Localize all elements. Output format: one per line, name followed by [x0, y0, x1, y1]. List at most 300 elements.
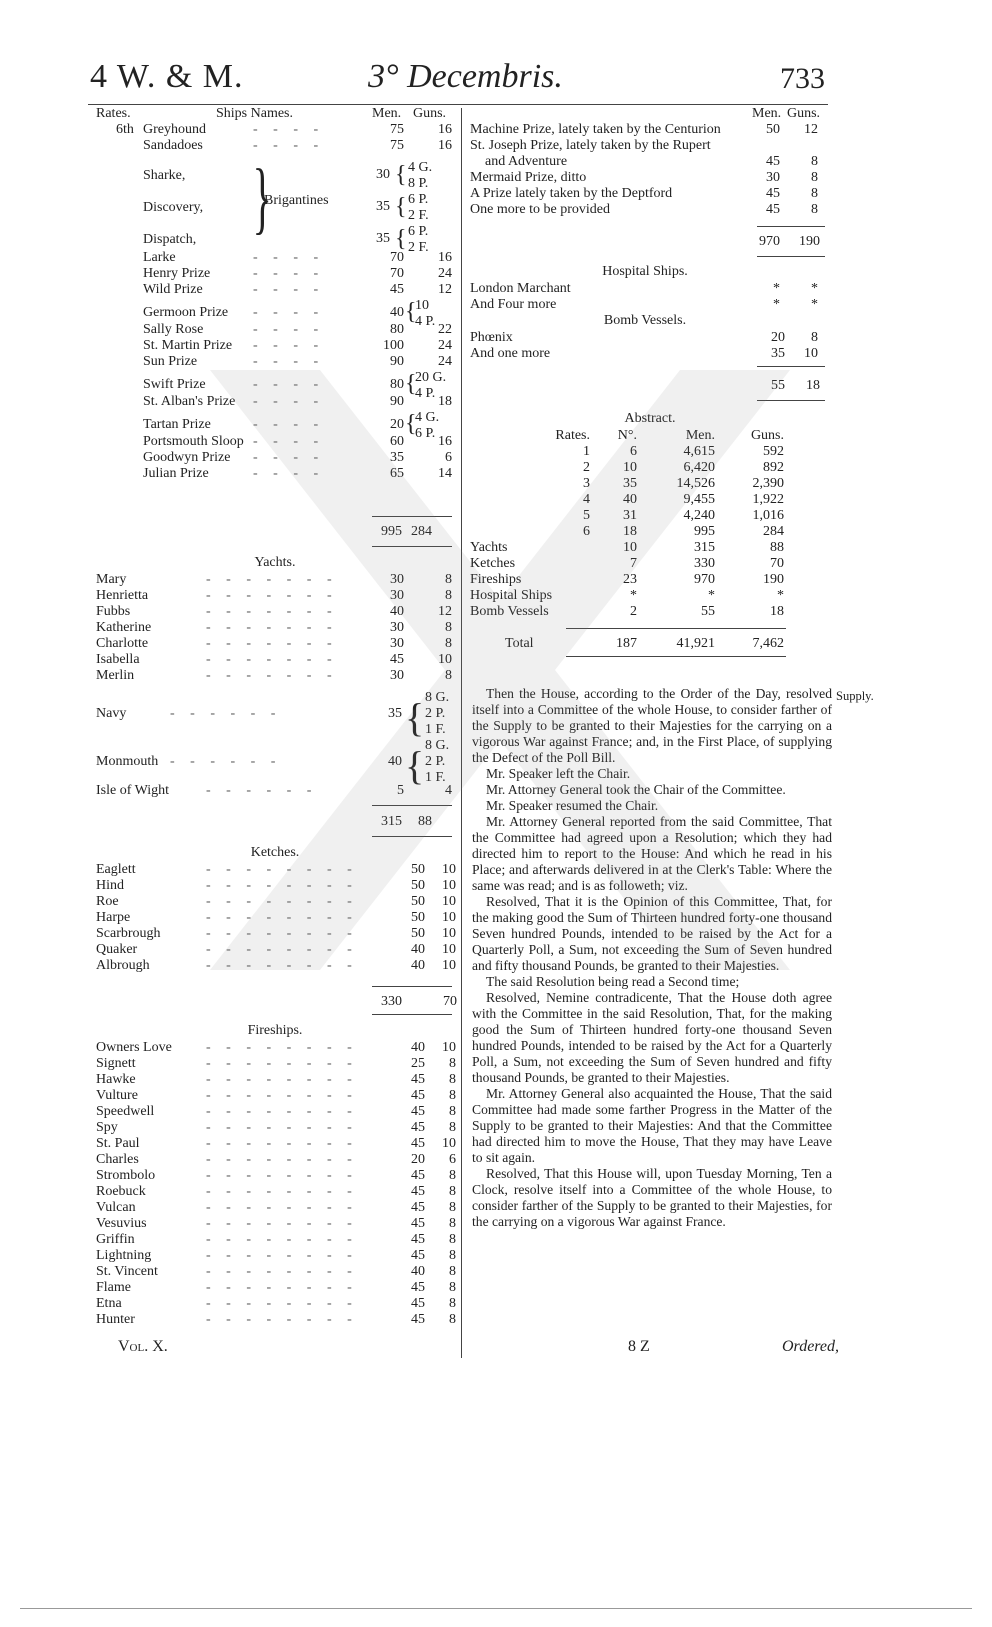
leader-dots: - - - - - - — [206, 783, 318, 798]
ship-name: Discovery, — [143, 200, 204, 215]
group-brace: } — [252, 154, 272, 242]
leader-dots: - - - - - - — [170, 706, 282, 721]
men-count: 30 — [390, 636, 404, 651]
gun-count: 8 — [449, 1088, 456, 1103]
gun-count: 10 — [804, 346, 818, 361]
abstract-cell: 190 — [763, 572, 784, 587]
abstract-header: Men. — [685, 428, 715, 443]
ship-name: London Marchant — [470, 281, 571, 296]
men-count: 50 — [766, 122, 780, 137]
gun-count: 6 P. — [415, 426, 436, 441]
abstract-row-label: Bomb Vessels — [470, 604, 549, 619]
leader-dots: - - - - - - - — [206, 588, 338, 603]
men-count: 50 — [411, 910, 425, 925]
ship-name: Signett — [96, 1056, 136, 1071]
ship-name: Vulture — [96, 1088, 138, 1103]
abstract-cell: 55 — [701, 604, 715, 619]
abstract-cell: * — [630, 588, 637, 603]
abstract-cell: * — [777, 588, 784, 603]
ship-name: Germoon Prize — [143, 305, 229, 320]
ship-name: Isle of Wight — [96, 783, 170, 798]
signature-mark: 8 Z — [628, 1338, 650, 1355]
gun-count: 1 F. — [425, 722, 446, 737]
abstract-title: Abstract. — [624, 411, 676, 426]
abstract-header: N°. — [617, 428, 637, 443]
gun-count: 2 F. — [408, 208, 429, 223]
gun-count: 10 — [438, 652, 452, 667]
ship-name: Owners Love — [96, 1040, 172, 1055]
men-count: 45 — [411, 1232, 425, 1247]
men-count: 90 — [390, 394, 404, 409]
men-count: 45 — [411, 1104, 425, 1119]
brace-glyph: { — [405, 411, 417, 437]
abstract-cell: 35 — [623, 476, 637, 491]
section-title: Hospital Ships. — [602, 264, 688, 279]
men-count: 45 — [411, 1216, 425, 1231]
paragraph: Resolved, That it is the Opinion of this Committee, That, for the making good the Sum of Thirteen hundred forty-one thousand Seven hundred Pounds, intended to be raised by the Act for a Quarterly Poll, a Sum, not exceeding the Sum of Seven hundred and fifty thousand Pounds, be granted to their Majesties. — [472, 894, 832, 973]
leader-dots: - - - - — [253, 377, 325, 392]
gun-count: 12 — [804, 122, 818, 137]
paragraph: The said Resolution being read a Second time; — [486, 974, 740, 989]
men-count: 65 — [390, 466, 404, 481]
abstract-cell: 3 — [583, 476, 590, 491]
leader-dots: - - - - — [253, 434, 325, 449]
abstract-cell: 10 — [623, 540, 637, 555]
men-count: 70 — [390, 250, 404, 265]
men-count: 40 — [390, 305, 404, 320]
leader-dots: - - - - — [253, 322, 325, 337]
leader-dots: - - - - — [253, 466, 325, 481]
gun-count: 6 — [445, 450, 452, 465]
leader-dots: - - - - - - - - — [206, 1136, 358, 1151]
leader-dots: - - - - - - - - — [206, 910, 358, 925]
men-count: 45 — [411, 1120, 425, 1135]
paragraph: Mr. Attorney General took the Chair of the Committee. — [486, 782, 786, 797]
men-count: 40 — [390, 604, 404, 619]
gun-count: 8 — [449, 1296, 456, 1311]
abstract-cell: 6 — [630, 444, 637, 459]
gun-count: 24 — [438, 354, 452, 369]
ship-name: Vulcan — [96, 1200, 136, 1215]
ship-name: Isabella — [96, 652, 140, 667]
abstract-cell: 592 — [763, 444, 784, 459]
gun-count: 10 — [442, 1040, 456, 1055]
gun-count: 4 P. — [415, 386, 436, 401]
abstract-header: Guns. — [750, 428, 784, 443]
leader-dots: - - - - — [253, 338, 325, 353]
ship-name: Merlin — [96, 668, 135, 683]
gun-count: 24 — [438, 266, 452, 281]
leader-dots: - - - - — [253, 394, 325, 409]
abstract-cell: 23 — [623, 572, 637, 587]
abstract-cell: 330 — [694, 556, 715, 571]
leader-dots: - - - - - - - - — [206, 878, 358, 893]
gun-count: 8 — [449, 1168, 456, 1183]
gun-count: 4 G. — [408, 160, 433, 175]
subtotal-guns: 70 — [443, 994, 457, 1009]
paragraph: Mr. Attorney General also acquainted the House, That the said Committee had made some farther Progress in the Matter of the Supply to be granted to their Majesties: And that the Committee had directed him to move the House, That they may have Leave to sit again. — [472, 1086, 832, 1165]
abstract-cell: 10 — [623, 460, 637, 475]
rule — [757, 226, 825, 227]
abstract-cell: 1,922 — [752, 492, 784, 507]
ship-name: Spy — [96, 1120, 118, 1135]
men-count: 40 — [388, 754, 402, 769]
leader-dots: - - - - - - - - — [206, 1040, 358, 1055]
abstract-cell: 7 — [630, 556, 637, 571]
abstract-cell: 4,615 — [683, 444, 715, 459]
gun-count: 6 P. — [408, 192, 429, 207]
gun-count: 12 — [438, 604, 452, 619]
men-count: 45 — [411, 1088, 425, 1103]
ship-name: Hunter — [96, 1312, 135, 1327]
leader-dots: - - - - - - - — [206, 636, 338, 651]
men-count: 35 — [376, 231, 390, 246]
header-rule — [88, 104, 828, 105]
abstract-row-label: Hospital Ships — [470, 588, 553, 603]
ship-name: Roebuck — [96, 1184, 146, 1199]
men-count: 80 — [390, 377, 404, 392]
margin-note: Supply. — [836, 689, 874, 703]
brigantines-label: Brigantines — [264, 193, 329, 208]
men-count: 35 — [376, 199, 390, 214]
paragraph: Resolved, That this House will, upon Tuesday Morning, Ten a Clock, resolve itself into a Committee of the whole House, to consider farther of the Supply to be granted to their Majesties, for the carrying on a vigorous War against France. — [472, 1166, 832, 1229]
ship-name: Goodwyn Prize — [143, 450, 231, 465]
ship-name: Henry Prize — [143, 266, 211, 281]
men-count: 60 — [390, 434, 404, 449]
ship-name: Griffin — [96, 1232, 135, 1247]
brace-glyph: { — [405, 695, 425, 740]
rate-label: 6th — [116, 122, 134, 137]
abstract-cell: 315 — [694, 540, 715, 555]
gun-count: 6 P. — [408, 224, 429, 239]
leader-dots: - - - - — [253, 417, 325, 432]
subtotal-men: 315 — [381, 814, 402, 829]
men-count: * — [773, 297, 780, 312]
leader-dots: - - - - - - - — [206, 652, 338, 667]
gun-count: 1 F. — [425, 770, 446, 785]
col-header-men: Men. — [372, 106, 402, 121]
abstract-row-label: Fireships — [470, 572, 522, 587]
men-count: 40 — [411, 1264, 425, 1279]
ship-name: Navy — [96, 706, 127, 721]
leader-dots: - - - - — [253, 282, 325, 297]
ship-name: Sally Rose — [143, 322, 204, 337]
gun-count: 16 — [438, 250, 452, 265]
abstract-cell: 14,526 — [676, 476, 715, 491]
leader-dots: - - - - - - - - — [206, 1248, 358, 1263]
leader-dots: - - - - — [253, 450, 325, 465]
leader-dots: - - - - - - - - — [206, 1216, 358, 1231]
gun-count: 10 — [442, 894, 456, 909]
men-count: 45 — [411, 1136, 425, 1151]
gun-count: 8 — [445, 636, 452, 651]
subtotal-guns: 284 — [411, 524, 432, 539]
ship-name: One more to be provided — [470, 202, 610, 217]
men-count: 45 — [411, 1280, 425, 1295]
ship-name: And one more — [470, 346, 551, 361]
leader-dots: - - - - - - - - — [206, 894, 358, 909]
gun-count: 6 — [449, 1152, 456, 1167]
abstract-cell: 892 — [763, 460, 784, 475]
section-title: Yachts. — [254, 555, 296, 570]
ship-name: Etna — [96, 1296, 122, 1311]
men-count: 80 — [390, 322, 404, 337]
leader-dots: - - - - - - - - — [206, 942, 358, 957]
bottom-rule — [20, 1608, 972, 1609]
abstract-cell: 18 — [770, 604, 784, 619]
rule — [372, 516, 452, 517]
rule — [757, 256, 825, 257]
men-count: 45 — [766, 202, 780, 217]
leader-dots: - - - - — [253, 354, 325, 369]
abstract-cell: 1 — [583, 444, 590, 459]
gun-count: 8 — [449, 1264, 456, 1279]
ship-name: Portsmouth Sloop — [143, 434, 244, 449]
gun-count: 4 G. — [415, 410, 440, 425]
ship-name: Swift Prize — [143, 377, 206, 392]
abstract-cell: 2 — [583, 460, 590, 475]
leader-dots: - - - - - - - - — [206, 1296, 358, 1311]
gun-count: 2 F. — [408, 240, 429, 255]
abstract-cell: 4 — [583, 492, 590, 507]
men-count: 50 — [411, 926, 425, 941]
gun-count: 16 — [438, 434, 452, 449]
subtotal-guns: 18 — [806, 378, 820, 393]
gun-count: 10 — [442, 926, 456, 941]
ship-name: Quaker — [96, 942, 138, 957]
ship-name: Flame — [96, 1280, 131, 1295]
brace-glyph: { — [395, 162, 407, 188]
col-header-rates: Rates. — [96, 106, 131, 121]
leader-dots: - - - - - - - - — [206, 958, 358, 973]
men-count: 45 — [411, 1248, 425, 1263]
ship-name: Sandadoes — [143, 138, 203, 153]
men-count: 25 — [411, 1056, 425, 1071]
ship-name: Tartan Prize — [143, 417, 211, 432]
running-head-date: 3° Decembris. — [368, 58, 563, 95]
abstract-cell: 6,420 — [683, 460, 715, 475]
ship-name: Phœnix — [470, 330, 513, 345]
gun-count: 8 G. — [425, 738, 450, 753]
rule — [372, 836, 452, 837]
subtotal-guns: 190 — [799, 234, 820, 249]
paragraph: Mr. Speaker left the Chair. — [486, 766, 631, 781]
ship-name: Wild Prize — [143, 282, 203, 297]
leader-dots: - - - - - - - - — [206, 1200, 358, 1215]
leader-dots: - - - - - - - - — [206, 1168, 358, 1183]
abstract-row-label: Yachts — [470, 540, 508, 555]
men-count: * — [773, 281, 780, 296]
ship-name: St. Vincent — [96, 1264, 158, 1279]
abstract-cell: 2 — [630, 604, 637, 619]
leader-dots: - - - - - - — [170, 754, 282, 769]
gun-count: 2 P. — [425, 754, 446, 769]
men-count: 30 — [766, 170, 780, 185]
abstract-cell: 1,016 — [752, 508, 784, 523]
leader-dots: - - - - - - - - — [206, 1104, 358, 1119]
men-count: 45 — [390, 652, 404, 667]
ship-name: Julian Prize — [143, 466, 209, 481]
abstract-total: 7,462 — [752, 636, 784, 651]
gun-count: 8 — [449, 1056, 456, 1071]
gun-count: 8 — [445, 620, 452, 635]
men-count: 45 — [411, 1296, 425, 1311]
ship-name: Harpe — [96, 910, 131, 925]
leader-dots: - - - - - - - - — [206, 862, 358, 877]
col-header-men: Men. — [752, 106, 782, 121]
rule — [372, 986, 452, 987]
leader-dots: - - - - - - - - — [206, 1056, 358, 1071]
gun-count: 8 — [449, 1184, 456, 1199]
men-count: 45 — [411, 1200, 425, 1215]
men-count: 50 — [411, 894, 425, 909]
men-count: 35 — [390, 450, 404, 465]
leader-dots: - - - - - - - - — [206, 1264, 358, 1279]
ship-name: and Adventure — [485, 154, 568, 169]
rule — [757, 400, 825, 401]
rule — [566, 628, 786, 629]
brace-glyph: { — [395, 226, 407, 252]
abstract-cell: 31 — [623, 508, 637, 523]
men-count: 20 — [390, 417, 404, 432]
leader-dots: - - - - - - - - — [206, 1280, 358, 1295]
gun-count: 8 — [445, 668, 452, 683]
gun-count: 22 — [438, 322, 452, 337]
abstract-cell: 970 — [694, 572, 715, 587]
ship-name: Greyhound — [143, 122, 206, 137]
leader-dots: - - - - - - - — [206, 572, 338, 587]
abstract-total: 41,921 — [676, 636, 715, 651]
gun-count: 8 — [449, 1312, 456, 1327]
rule — [372, 546, 452, 547]
rule — [566, 656, 786, 657]
leader-dots: - - - - - - - - — [206, 1232, 358, 1247]
leader-dots: - - - - - - - - — [206, 1120, 358, 1135]
leader-dots: - - - - - - - - — [206, 1312, 358, 1327]
men-count: 30 — [390, 588, 404, 603]
men-count: 45 — [411, 1312, 425, 1327]
paragraph: Mr. Attorney General reported from the said Committee, That the Committee had agreed upon a Resolution; which they had directed him to report to the House: And which he read in his Place; and afterwards delivered in at the Clerk's Table: Where the same was read; and is as followeth; viz. — [472, 814, 832, 893]
paragraph: Resolved, Nemine contradicente, That the House doth agree with the Committee in the said Resolution, That, for the making good the Sum of Thirteen hundred forty-one thousand Seven hundred Pounds, intended to be raised by the Act for a Quarterly Poll, a Sum, not exceeding the Sum of Seven hundred and fifty thousand Pounds, be granted to their Majesties. — [472, 990, 832, 1085]
men-count: 75 — [390, 138, 404, 153]
gun-count: 2 P. — [425, 706, 446, 721]
men-count: 90 — [390, 354, 404, 369]
men-count: 5 — [397, 783, 404, 798]
gun-count: 8 — [811, 154, 818, 169]
gun-count: 12 — [438, 282, 452, 297]
leader-dots: - - - - — [253, 122, 325, 137]
ship-name: Albrough — [96, 958, 150, 973]
ship-name: A Prize lately taken by the Deptford — [470, 186, 673, 201]
brace-glyph: { — [405, 371, 417, 397]
men-count: 50 — [411, 862, 425, 877]
subtotal-men: 330 — [381, 994, 402, 1009]
ship-name: Monmouth — [96, 754, 159, 769]
ship-name: Fubbs — [96, 604, 131, 619]
gun-count: 16 — [438, 122, 452, 137]
leader-dots: - - - - - - - - — [206, 1088, 358, 1103]
ship-name: St. Paul — [96, 1136, 140, 1151]
section-title: Bomb Vessels. — [603, 313, 687, 328]
gun-count: 10 — [442, 942, 456, 957]
abstract-cell: 2,390 — [752, 476, 784, 491]
gun-count: 8 — [449, 1120, 456, 1135]
proceedings-text — [472, 686, 832, 1230]
gun-count: 8 — [449, 1232, 456, 1247]
gun-count: 10 — [442, 1136, 456, 1151]
men-count: 100 — [383, 338, 404, 353]
gun-count: 18 — [438, 394, 452, 409]
men-count: 45 — [411, 1168, 425, 1183]
gun-count: 8 — [449, 1280, 456, 1295]
ship-name: Eaglett — [96, 862, 136, 877]
gun-count: 8 — [449, 1200, 456, 1215]
abstract-cell: 5 — [583, 508, 590, 523]
abstract-row-label: Ketches — [470, 556, 516, 571]
ship-name: Larke — [143, 250, 176, 265]
gun-count: 10 — [442, 910, 456, 925]
men-count: 45 — [766, 154, 780, 169]
section-title: Ketches. — [250, 845, 300, 860]
subtotal-men: 995 — [381, 524, 402, 539]
abstract-total: 187 — [616, 636, 637, 651]
gun-count: 10 — [415, 298, 429, 313]
brace-glyph: { — [405, 299, 417, 325]
ship-name: Sun Prize — [143, 354, 198, 369]
ship-name: Roe — [96, 894, 119, 909]
ship-name: Mary — [96, 572, 127, 587]
gun-count: 8 — [445, 588, 452, 603]
men-count: 45 — [411, 1072, 425, 1087]
page-number: 733 — [780, 62, 825, 95]
gun-count: * — [811, 281, 818, 296]
ship-name: Lightning — [96, 1248, 152, 1263]
subtotal-men: 970 — [759, 234, 780, 249]
abstract-cell: 995 — [694, 524, 715, 539]
men-count: 40 — [411, 958, 425, 973]
paragraph: Then the House, according to the Order of the Day, resolved itself into a Committee of the whole House, to consider farther of the Supply to be granted to their Majesties for the carrying on a vigorous War against France; and, in the First Place, of supplying the Defect of the Poll Bill. — [472, 686, 832, 765]
brace-glyph: { — [405, 743, 425, 788]
men-count: 75 — [390, 122, 404, 137]
gun-count: 24 — [438, 338, 452, 353]
leader-dots: - - - - - - - - — [206, 1072, 358, 1087]
men-count: 30 — [376, 167, 390, 182]
leader-dots: - - - - - - - - — [206, 1184, 358, 1199]
gun-count: 8 — [811, 170, 818, 185]
col-header-guns: Guns. — [787, 106, 821, 121]
ship-name: Strombolo — [96, 1168, 156, 1183]
men-count: 40 — [411, 1040, 425, 1055]
leader-dots: - - - - — [253, 305, 325, 320]
rule — [372, 1014, 452, 1015]
leader-dots: - - - - — [253, 250, 325, 265]
ship-name: St. Joseph Prize, lately taken by the Rupert — [470, 138, 711, 153]
leader-dots: - - - - - - - — [206, 620, 338, 635]
men-count: 45 — [766, 186, 780, 201]
ship-name: Machine Prize, lately taken by the Centurion — [470, 122, 721, 137]
gun-count: 4 P. — [415, 314, 436, 329]
leader-dots: - - - - - - - — [206, 604, 338, 619]
men-count: 30 — [390, 668, 404, 683]
abstract-cell: 4,240 — [683, 508, 715, 523]
abstract-total-label: Total — [505, 636, 534, 651]
col-header-guns: Guns. — [413, 106, 447, 121]
ship-name: St. Alban's Prize — [143, 394, 236, 409]
ship-name: Charles — [96, 1152, 139, 1167]
men-count: 30 — [390, 572, 404, 587]
abstract-cell: 70 — [770, 556, 784, 571]
ship-name: St. Martin Prize — [143, 338, 233, 353]
